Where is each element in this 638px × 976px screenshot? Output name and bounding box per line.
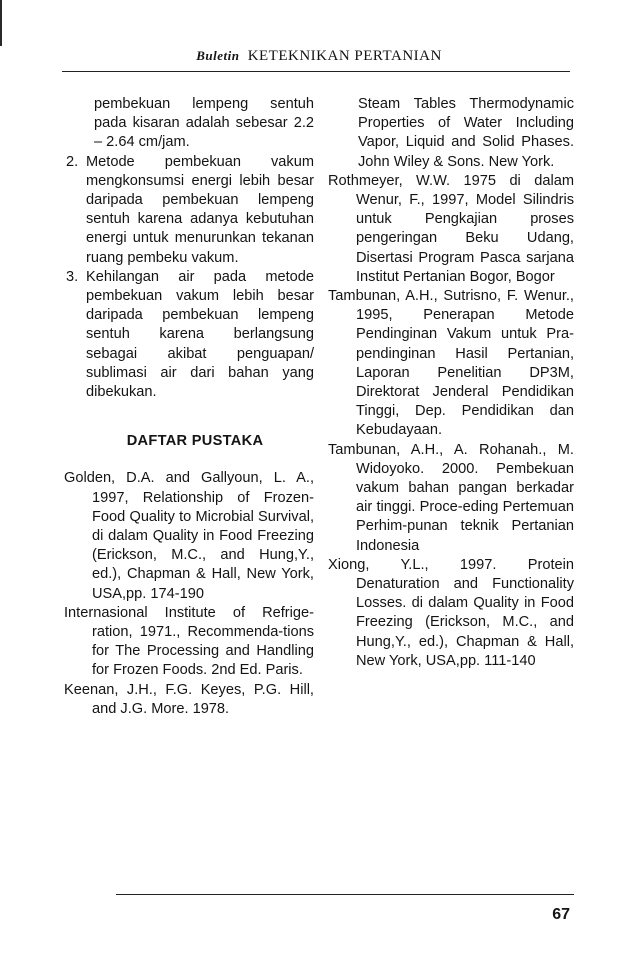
right-column (328, 95, 574, 671)
journal-title: KETEKNIKAN PERTANIAN (247, 48, 442, 64)
conclusion-continuation: pembekuan lempeng sentuh pada kisaran adalah sebesar 2.2 – 2.64 cm/jam. (94, 96, 314, 151)
item-number: 3. (66, 268, 79, 285)
item-text: Kehilangan air pada metode pembekuan vakum lebih besar daripada pembekuan lempeng sentuh karena berlangsung sebagai akibat penguapan/ sublimasi air dari bahan yang dibekukan. (86, 268, 314, 401)
conclusion-item (64, 153, 314, 268)
section-heading: DAFTAR PUSTAKA (126, 433, 264, 450)
conclusion-item (64, 268, 314, 402)
binding-edge-mark (0, 0, 2, 46)
page-number: 67 (552, 906, 570, 923)
footer-rule (116, 894, 574, 895)
reference-entry: Tambunan, A.H., A. Rohanah., M. Widoyoko. 2000. Pembekuan vakum bahan pangan berkadar air tinggi. Proce-eding Pertemuan Perhim-punan teknik Pertanian Indonesia (328, 441, 574, 554)
header-rule (62, 71, 570, 72)
reference-continuation: Steam Tables Thermodynamic Properties of Water Including Vapor, Liquid and Solid Phases. John Wiley & Sons. New York. (358, 96, 574, 170)
reference-entry: Rothmeyer, W.W. 1975 di dalam Wenur, F., 1997, Model Silindris untuk Pengkajian proses pengeringan Beku Udang, Disertasi Program Pasca sarjana Institut Pertanian Bogor, Bogor (328, 172, 574, 285)
running-header (0, 48, 638, 65)
reference-entry: Golden, D.A. and Gallyoun, L. A., 1997, Relationship of Frozen-Food Quality to Microbial Survival, di dalam Quality in Food Freezing (Erickson, M.C., and Hung,Y., ed.), Chapman & Hall, New York, USA,pp. 174-190 (64, 470, 314, 602)
item-number: 2. (66, 153, 79, 170)
reference-entry: Tambunan, A.H., Sutrisno, F. Wenur., 1995, Penerapan Metode Pendinginan Vakum untuk Pra-pendinginan Hasil Pertanian, Laporan Penelitian DP3M, Direktorat Jenderal Pendidikan Tinggi, Dep. Pendidikan dan Kebudayaan. (328, 288, 574, 439)
item-text: Metode pembekuan vakum mengkonsumsi energi lebih besar daripada pembekuan lempeng sentuh karena adanya kebutuhan energi untuk menurunkan tekanan ruang pembeku vakum. (86, 153, 314, 266)
journal-brand: Buletin (196, 48, 240, 63)
left-column (64, 95, 314, 719)
reference-entry: Internasional Institute of Refrige-ration, 1971., Recommenda-tions for The Processing and Handling for Frozen Foods. 2nd Ed. Paris. (64, 604, 314, 679)
reference-entry: Xiong, Y.L., 1997. Protein Denaturation and Functionality Losses. di dalam Quality in Food Freezing (Erickson, M.C., and Hung,Y., ed.), Chapman & Hall, New York, USA,pp. 111-140 (328, 556, 574, 669)
reference-entry: Keenan, J.H., F.G. Keyes, P.G. Hill, and J.G. More. 1978. (64, 681, 314, 717)
